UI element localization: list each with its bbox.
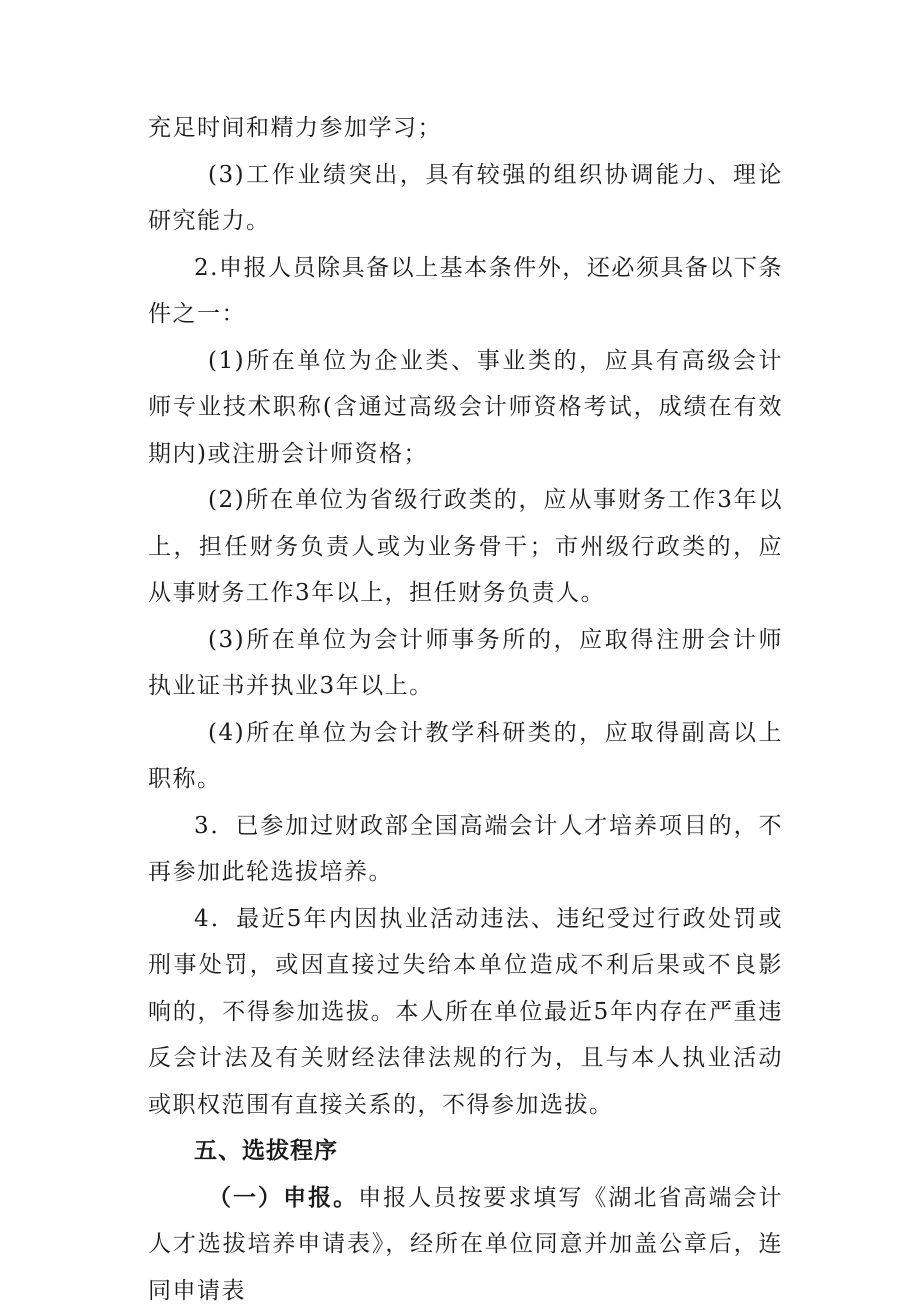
paragraph-continuation: 充足时间和精力参加学习； — [148, 105, 783, 152]
paragraph-text: 申报人员按要求填写《湖北省高端会计人才选拔培养申请表》，经所在单位同意并加盖公章后，连同申请表 — [148, 1185, 783, 1304]
paragraph-sub-4: (4)所在单位为会计教学科研类的，应取得副高以上职称。 — [148, 710, 783, 803]
paragraph-sub-1: (1)所在单位为企业类、事业类的，应具有高级会计师专业技术职称(含通过高级会计师资格考试，成绩在有效期内)或注册会计师资格； — [148, 338, 783, 478]
paragraph-sub-2: (2)所在单位为省级行政类的，应从事财务工作3年以上，担任财务负责人或为业务骨干；市州级行政类的，应从事财务工作3年以上，担任财务负责人。 — [148, 477, 783, 617]
paragraph-application — [148, 1175, 783, 1314]
paragraph-item-2: 2.申报人员除具备以上基本条件外，还必须具备以下条件之一： — [148, 245, 783, 338]
section-heading: 五、选拔程序 — [148, 1128, 783, 1175]
paragraph-item-3: 3．已参加过财政部全国高端会计人才培养项目的，不再参加此轮选拔培养。 — [148, 803, 783, 896]
paragraph-lead: （一）申报。 — [208, 1185, 358, 1211]
paragraph-sub-3: (3)所在单位为会计师事务所的，应取得注册会计师执业证书并执业3年以上。 — [148, 617, 783, 710]
paragraph-condition-3: (3)工作业绩突出，具有较强的组织协调能力、理论研究能力。 — [148, 152, 783, 245]
paragraph-item-4: 4．最近5年内因执业活动违法、违纪受过行政处罚或刑事处罚，或因直接过失给本单位造成不利后果或不良影响的，不得参加选拔。本人所在单位最近5年内存在严重违反会计法及有关财经法律法规的行为，且与本人执业活动或职权范围有直接关系的，不得参加选拔。 — [148, 896, 783, 1129]
document-body — [148, 105, 783, 1314]
